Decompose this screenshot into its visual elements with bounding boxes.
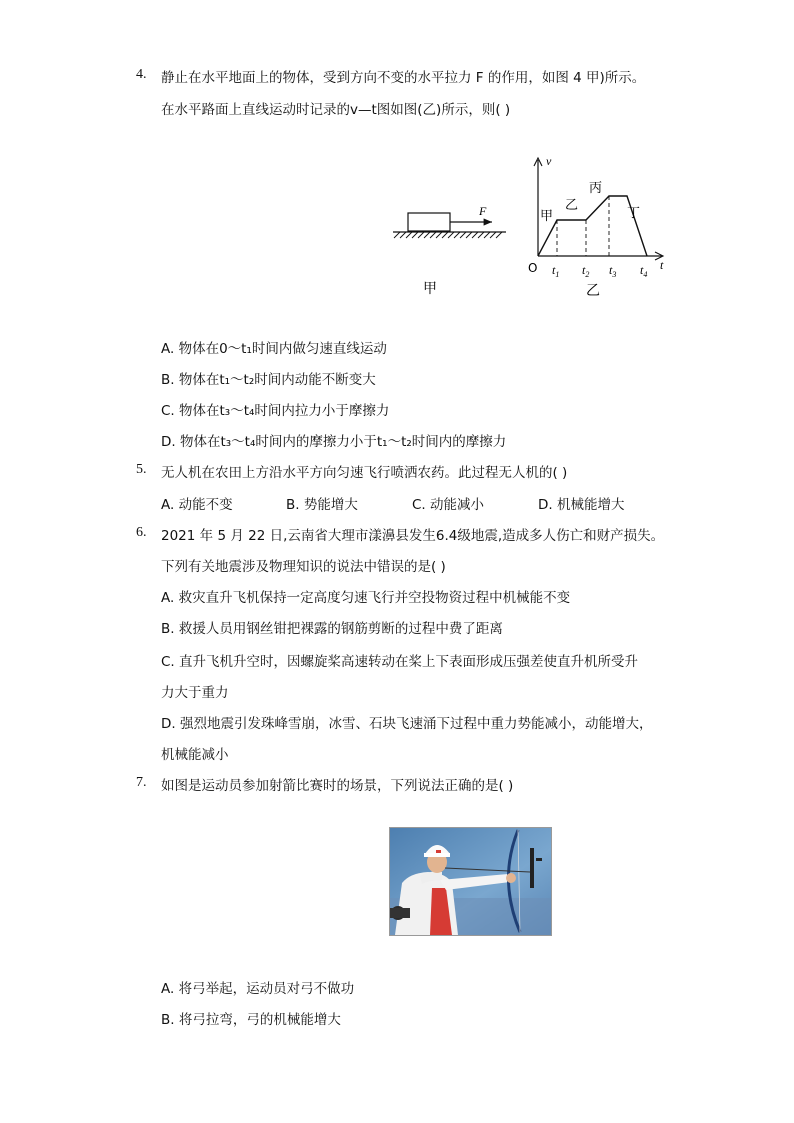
q5-option-d: D. 机械能增大 bbox=[538, 497, 625, 513]
q7-option-a: A. 将弓举起，运动员对弓不做功 bbox=[161, 981, 355, 997]
figure-yi-caption: 乙 bbox=[586, 283, 600, 299]
q6-option-d-line1: D. 强烈地震引发珠峰雪崩，冰雪、石块飞速涌下过程中重力势能减小，动能增大， bbox=[161, 716, 653, 732]
question-6-stem-line2: 下列有关地震涉及物理知识的说法中错误的是( ) bbox=[161, 559, 446, 575]
q6-option-c-line2: 力大于重力 bbox=[161, 685, 229, 701]
q4-option-b: B. 物体在t₁～t₂时间内动能不断变大 bbox=[161, 372, 376, 388]
q6-option-b: B. 救援人员用钢丝钳把裸露的钢筋剪断的过程中费了距离 bbox=[161, 621, 503, 637]
q4-option-a: A. 物体在0～t₁时间内做匀速直线运动 bbox=[161, 341, 387, 357]
question-7-stem: 如图是运动员参加射箭比赛时的场景，下列说法正确的是( ) bbox=[161, 778, 514, 794]
figure-block-diagram bbox=[388, 200, 510, 300]
v-axis-label: v bbox=[546, 154, 552, 168]
q6-option-c-line1: C. 直升飞机升空时，因螺旋桨高速转动在桨上下表面形成压强差使直升机所受升 bbox=[161, 654, 639, 670]
q4-option-c: C. 物体在t₃～t₄时间内拉力小于摩擦力 bbox=[161, 403, 390, 419]
q6-option-a: A. 救灾直升飞机保持一定高度匀速飞行并空投物资过程中机械能不变 bbox=[161, 590, 571, 606]
q7-option-b: B. 将弓拉弯，弓的机械能增大 bbox=[161, 1012, 341, 1028]
q5-option-b: B. 势能增大 bbox=[286, 497, 358, 513]
question-5-stem: 无人机在农田上方沿水平方向匀速飞行喷洒农药。此过程无人机的( ) bbox=[161, 465, 568, 481]
question-4-number: 4. bbox=[136, 67, 147, 82]
tick-t1: $t_1$ bbox=[552, 263, 560, 279]
figure-jia-caption: 甲 bbox=[423, 281, 437, 297]
segment-label-jia: 甲 bbox=[540, 209, 554, 224]
tick-t4: $t_4$ bbox=[640, 263, 648, 279]
tick-t2: $t_2$ bbox=[582, 263, 590, 279]
question-4-stem-line2: 在水平路面上直线运动时记录的v—t图如图(乙)所示，则( ) bbox=[161, 102, 511, 118]
question-6-stem-line1: 2021 年 5 月 22 日,云南省大理市漾濞县发生6.4级地震,造成多人伤亡和财产损失。 bbox=[161, 528, 665, 544]
question-5-number: 5. bbox=[136, 462, 147, 477]
q6-option-d-line2: 机械能减小 bbox=[161, 747, 229, 763]
ground-hatching bbox=[394, 232, 502, 238]
q4-option-d: D. 物体在t₃～t₄时间内的摩擦力小于t₁～t₂时间内的摩擦力 bbox=[161, 434, 507, 450]
archery-photo bbox=[389, 827, 552, 936]
question-4-stem-line1: 静止在水平地面上的物体，受到方向不变的水平拉力 F 的作用，如图 4 甲)所示。 bbox=[161, 70, 646, 86]
segment-label-ding: 丁 bbox=[627, 206, 641, 221]
vt-curve bbox=[538, 196, 647, 256]
q5-option-c: C. 动能减小 bbox=[412, 497, 485, 513]
origin-label: O bbox=[528, 261, 538, 275]
question-6-number: 6. bbox=[136, 525, 147, 540]
segment-label-yi: 乙 bbox=[565, 198, 579, 213]
t-axis-label: t bbox=[660, 258, 664, 272]
figure-vt-graph bbox=[522, 150, 672, 300]
tick-t3: $t_3$ bbox=[609, 263, 617, 279]
q5-option-a: A. 动能不变 bbox=[161, 497, 233, 513]
question-7-number: 7. bbox=[136, 775, 147, 790]
block-shape bbox=[408, 213, 450, 231]
segment-label-bing: 丙 bbox=[589, 181, 603, 196]
force-label: F bbox=[479, 204, 487, 218]
